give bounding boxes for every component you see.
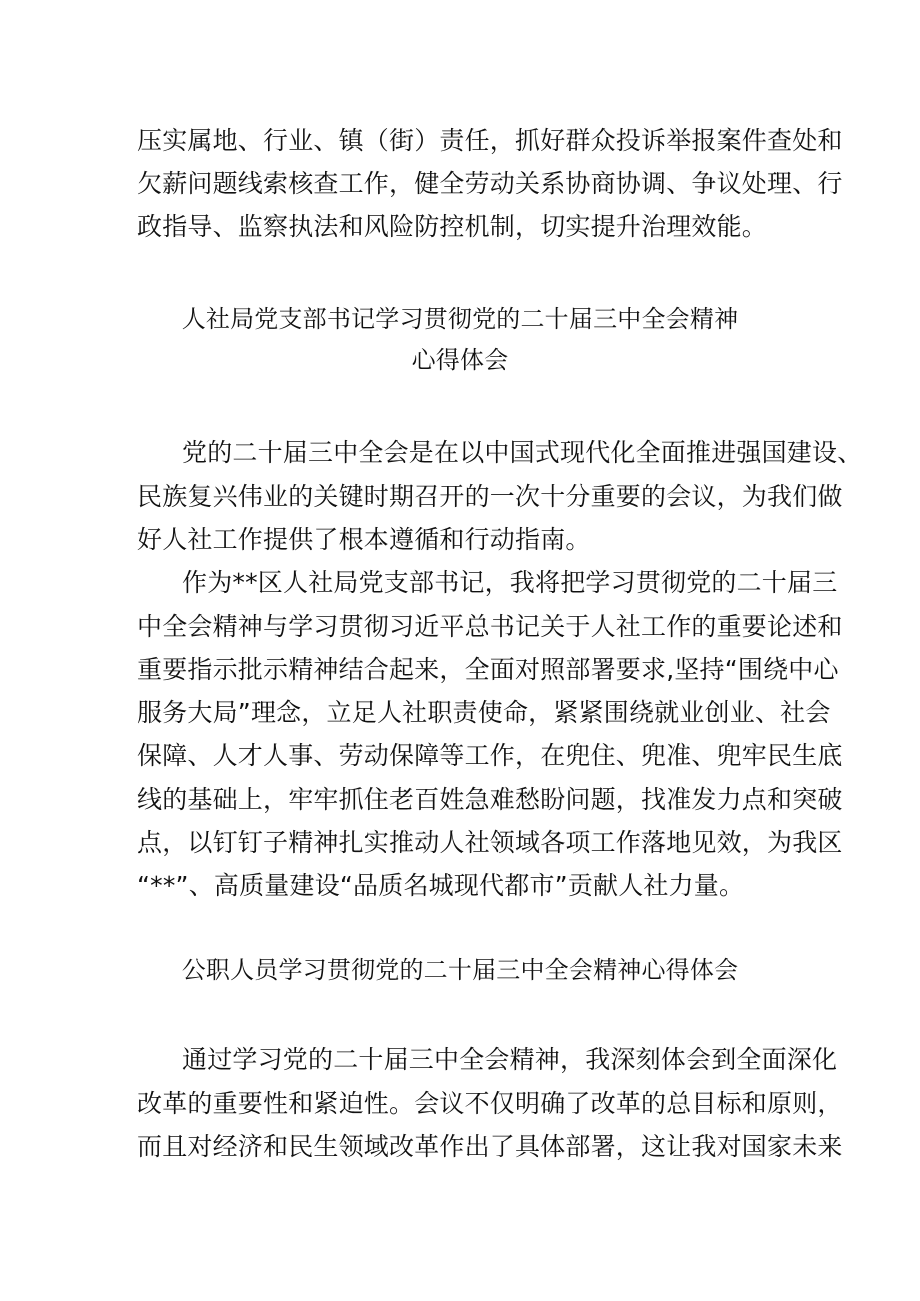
paragraph-line: 服务大局”理念，立足人社职责使命，紧紧围绕就业创业、社会	[137, 698, 831, 727]
paragraph-line: 重要指示批示精神结合起来，全面对照部署要求,坚持“围绕中心	[137, 655, 839, 684]
paragraph-line: 通过学习党的二十届三中全会精神，我深刻体会到全面深化	[182, 1045, 838, 1074]
paragraph-line: 点，以钉钉子精神扎实推动人社领域各项工作落地见效，为我区	[137, 828, 843, 857]
paragraph-line: 线的基础上，牢牢抓住老百姓急难愁盼问题，找准发力点和突破	[137, 785, 843, 814]
paragraph-line: 改革的重要性和紧迫性。会议不仅明确了改革的总目标和原则，	[137, 1089, 843, 1118]
paragraph-line: “**”、高质量建设“品质名城现代都市”贡献人社力量。	[137, 871, 745, 900]
section-title: 心得体会	[411, 346, 509, 374]
section-title: 人社局党支部书记学习贯彻党的二十届三中全会精神	[181, 305, 739, 333]
section-title: 公职人员学习贯彻党的二十届三中全会精神心得体会	[181, 956, 739, 984]
paragraph-line: 好人社工作提供了根本遵循和行动指南。	[137, 525, 591, 554]
paragraph-line: 政指导、监察执法和风险防控机制，切实提升治理效能。	[137, 212, 768, 241]
paragraph-line: 压实属地、行业、镇（街）责任，抓好群众投诉举报案件查处和	[137, 126, 843, 155]
paragraph-line: 而且对经济和民生领域改革作出了具体部署，这让我对国家未来	[137, 1132, 843, 1161]
paragraph-line: 中全会精神与学习贯彻习近平总书记关于人社工作的重要论述和	[137, 612, 843, 641]
paragraph-line: 保障、人才人事、劳动保障等工作，在兜住、兜准、兜牢民生底	[137, 741, 843, 770]
paragraph-line: 欠薪问题线索核查工作，健全劳动关系协商协调、争议处理、行	[137, 169, 843, 198]
paragraph-line: 党的二十届三中全会是在以中国式现代化全面推进强国建设、	[182, 438, 863, 467]
paragraph-line: 民族复兴伟业的关键时期召开的一次十分重要的会议，为我们做	[137, 482, 843, 511]
paragraph-line: 作为**区人社局党支部书记，我将把学习贯彻党的二十届三	[182, 568, 838, 597]
